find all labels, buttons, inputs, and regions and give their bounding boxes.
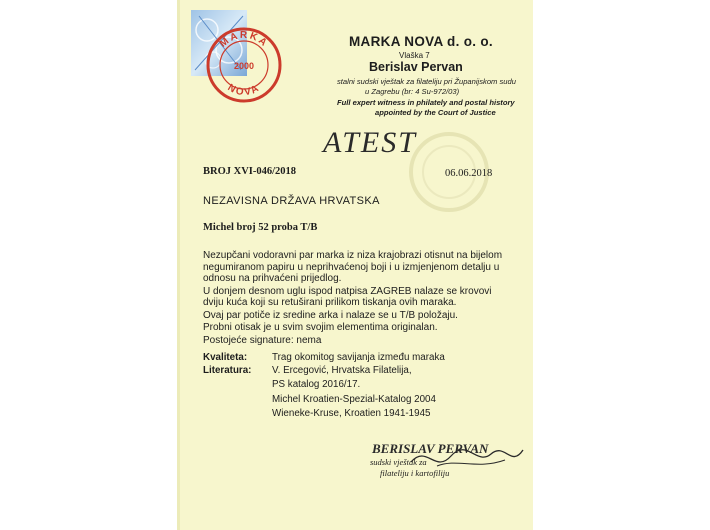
description-paragraph: Ovaj par potiče iz sredine arka i nalaze se u T/B položaju. (203, 309, 458, 321)
literature-label: Literatura: (203, 365, 252, 376)
stamp-year: 2000 (233, 61, 255, 71)
signature-stamp-name: BERISLAV PERVAN (372, 441, 489, 456)
stamp-text-bottom: NOVA (225, 82, 263, 99)
issue-date: 06.06.2018 (445, 168, 493, 179)
credential-line-1: stalni sudski vještak za filateliju pri Županijskom sudu (337, 77, 516, 86)
catalog-number: Michel broj 52 proba T/B (203, 222, 318, 233)
credential-line-3: Full expert witness in philately and postal history (337, 98, 515, 107)
page-edge (177, 0, 180, 530)
signature-stamp-line-1: sudski vještak za (370, 457, 427, 467)
handwritten-signature (407, 440, 527, 480)
reference-number: BROJ XVI-046/2018 (203, 166, 297, 177)
expert-name: Berislav Pervan (369, 60, 463, 74)
credential-line-2: u Zagrebu (br: 4 Su-972/03) (365, 87, 460, 96)
quality-value: Trag okomitog savijanja između maraka (272, 352, 445, 363)
certificate-page (177, 0, 533, 530)
literature-row (203, 365, 412, 376)
document-title: ATEST (323, 126, 417, 159)
description-paragraph: Postojeće signature: nema (203, 334, 322, 346)
description-paragraph: Nezupčani vodoravni par marka iz niza krajobrazi otisnut na bijelom negumiranom papiru u neprihvaćenoj boji i u izmjenjenom detalju u odnosu na prihvaćeni prijedlog. (203, 250, 503, 284)
stamp-text-top: MARKA (217, 29, 271, 50)
company-address: Vlaška 7 (399, 51, 430, 60)
literature-item: Wieneke-Kruse, Kroatien 1941-1945 (272, 408, 431, 419)
literature-item: V. Ercegović, Hrvatska Filatelija, (272, 365, 412, 376)
svg-text:NOVA (226, 82, 263, 98)
marka-nova-stamp (205, 26, 283, 104)
description-paragraph: U donjem desnom uglu ispod natpisa ZAGREB nalaze se krovovi dviju kuća koji su retuširani prilikom tiskanja ovih maraka. (203, 285, 492, 308)
country-heading: NEZAVISNA DRŽAVA HRVATSKA (203, 195, 380, 207)
literature-item: PS katalog 2016/17. (272, 379, 361, 390)
signature-stamp-line-2: filateliju i kartofiliju (380, 468, 450, 478)
company-name: MARKA NOVA d. o. o. (349, 34, 493, 49)
quality-label: Kvaliteta: (203, 352, 248, 363)
literature-item: Michel Kroatien-Spezial-Katalog 2004 (272, 394, 436, 405)
description-paragraph: Probni otisak je u svim svojim elementima originalan. (203, 322, 438, 333)
description-body (203, 250, 507, 347)
credential-line-4: appointed by the Court of Justice (375, 108, 496, 117)
quality-row (203, 352, 445, 363)
